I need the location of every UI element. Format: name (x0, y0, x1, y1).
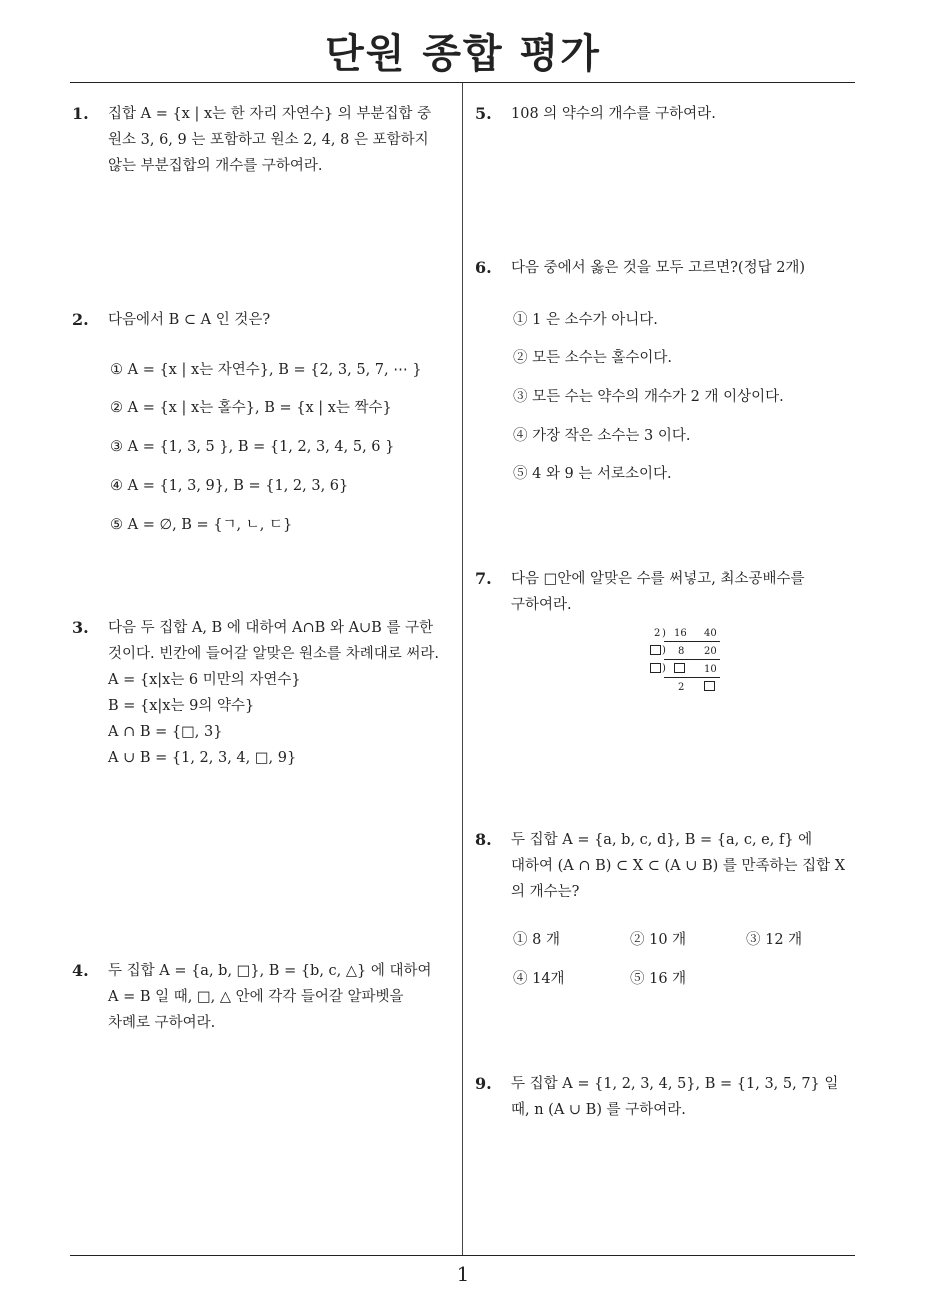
question-line: 차례로 구하여라. (108, 1015, 216, 1031)
quotient: 20 (704, 646, 717, 657)
blank-box[interactable] (650, 645, 661, 655)
union-line: A ∪ B = {1, 2, 3, 4, □, 9} (108, 750, 297, 766)
set-definition: A = {x|x는 6 미만의 자연수} (108, 672, 301, 688)
question-line: 원소 3, 6, 9 는 포함하고 원소 2, 4, 8 은 포함하지 (108, 132, 429, 148)
question-9 (475, 1071, 860, 1123)
option-5[interactable]: ⑤ 4 와 9 는 서로소이다. (513, 466, 672, 482)
option-2[interactable]: ② A = {x | x는 홀수}, B = {x | x는 짝수} (110, 400, 392, 416)
column-divider (462, 83, 463, 1255)
division-line (664, 659, 720, 660)
question-7 (475, 566, 855, 618)
question-number: 2. (72, 310, 89, 329)
blank-box[interactable] (704, 681, 715, 691)
dividend: 40 (704, 628, 717, 639)
bottom-rule (70, 1255, 855, 1256)
blank-box[interactable] (650, 663, 661, 673)
question-stem: 다음 중에서 옳은 것을 모두 고르면?(정답 2개) (511, 260, 806, 276)
question-line: 때, n (A ∪ B) 를 구하여라. (511, 1102, 686, 1118)
bracket: ) (662, 628, 666, 639)
question-number: 7. (475, 569, 492, 588)
option-5[interactable]: ⑤ 16 개 (630, 971, 687, 987)
quotient: 8 (678, 646, 685, 657)
question-line: 두 집합 A = {1, 2, 3, 4, 5}, B = {1, 3, 5, 7} 일 (511, 1076, 839, 1092)
option-4[interactable]: ④ 가장 작은 소수는 3 이다. (513, 428, 691, 444)
bracket: ) (662, 663, 666, 674)
option-3[interactable]: ③ A = {1, 3, 5 }, B = {1, 2, 3, 4, 5, 6 } (110, 439, 395, 455)
question-line: 않는 부분집합의 개수를 구하여라. (108, 158, 323, 174)
option-4[interactable]: ④ 14개 (513, 971, 565, 987)
question-line: 대하여 (A ∩ B) ⊂ X ⊂ (A ∪ B) 를 만족하는 집합 X (511, 858, 846, 874)
division-line (664, 677, 720, 678)
option-5[interactable]: ⑤ A = ∅, B = {ㄱ, ㄴ, ㄷ} (110, 517, 293, 533)
question-number: 3. (72, 618, 89, 637)
question-line: 의 개수는? (511, 884, 580, 900)
question-number: 5. (475, 104, 492, 123)
question-1 (72, 101, 452, 179)
question-5 (475, 101, 855, 127)
option-2[interactable]: ② 모든 소수는 홀수이다. (513, 350, 672, 366)
question-3 (72, 615, 457, 771)
question-line: 집합 A = {x | x는 한 자리 자연수} 의 부분집합 중 (108, 106, 432, 122)
question-number: 8. (475, 830, 492, 849)
question-line: 두 집합 A = {a, b, c, d}, B = {a, c, e, f} 에 (511, 832, 813, 848)
ladder-division-diagram (646, 626, 720, 696)
option-1[interactable]: ① A = {x | x는 자연수}, B = {2, 3, 5, 7, ⋯ } (110, 362, 422, 378)
question-line: 것이다. 빈칸에 들어갈 알맞은 원소를 차례대로 써라. (108, 646, 440, 662)
page-title: 단원 종합 평가 (325, 31, 601, 77)
question-number: 4. (72, 961, 89, 980)
question-line: 108 의 약수의 개수를 구하여라. (511, 106, 716, 122)
option-2[interactable]: ② 10 개 (630, 932, 687, 948)
quotient: 10 (704, 664, 717, 675)
question-number: 6. (475, 258, 492, 277)
question-number: 9. (475, 1074, 492, 1093)
option-1[interactable]: ① 1 은 소수가 아니다. (513, 312, 658, 328)
intersection-line: A ∩ B = {□, 3} (108, 724, 223, 740)
option-4[interactable]: ④ A = {1, 3, 9}, B = {1, 2, 3, 6} (110, 478, 349, 494)
option-3[interactable]: ③ 12 개 (746, 932, 803, 948)
question-line: 구하여라. (511, 597, 572, 613)
question-2 (72, 307, 452, 333)
question-4 (72, 958, 457, 1036)
blank-box[interactable] (674, 663, 685, 673)
question-line: 다음 □안에 알맞은 수를 써넣고, 최소공배수를 (511, 571, 805, 587)
page-number: 1 (456, 1262, 470, 1286)
option-3[interactable]: ③ 모든 수는 약수의 개수가 2 개 이상이다. (513, 389, 784, 405)
question-6 (475, 255, 855, 281)
quotient: 2 (678, 682, 685, 693)
bracket: ) (662, 645, 666, 656)
question-8 (475, 827, 860, 905)
option-1[interactable]: ① 8 개 (513, 932, 560, 948)
dividend: 16 (674, 628, 687, 639)
question-number: 1. (72, 104, 89, 123)
division-line (664, 641, 720, 642)
divisor: 2 (654, 628, 661, 639)
question-line: A = B 일 때, □, △ 안에 각각 들어갈 알파벳을 (108, 989, 404, 1005)
set-definition: B = {x|x는 9의 약수} (108, 698, 255, 714)
question-line: 다음 두 집합 A, B 에 대하여 A∩B 와 A∪B 를 구한 (108, 620, 434, 636)
question-stem: 다음에서 B ⊂ A 인 것은? (108, 312, 271, 328)
question-line: 두 집합 A = {a, b, □}, B = {b, c, △} 에 대하여 (108, 963, 432, 979)
